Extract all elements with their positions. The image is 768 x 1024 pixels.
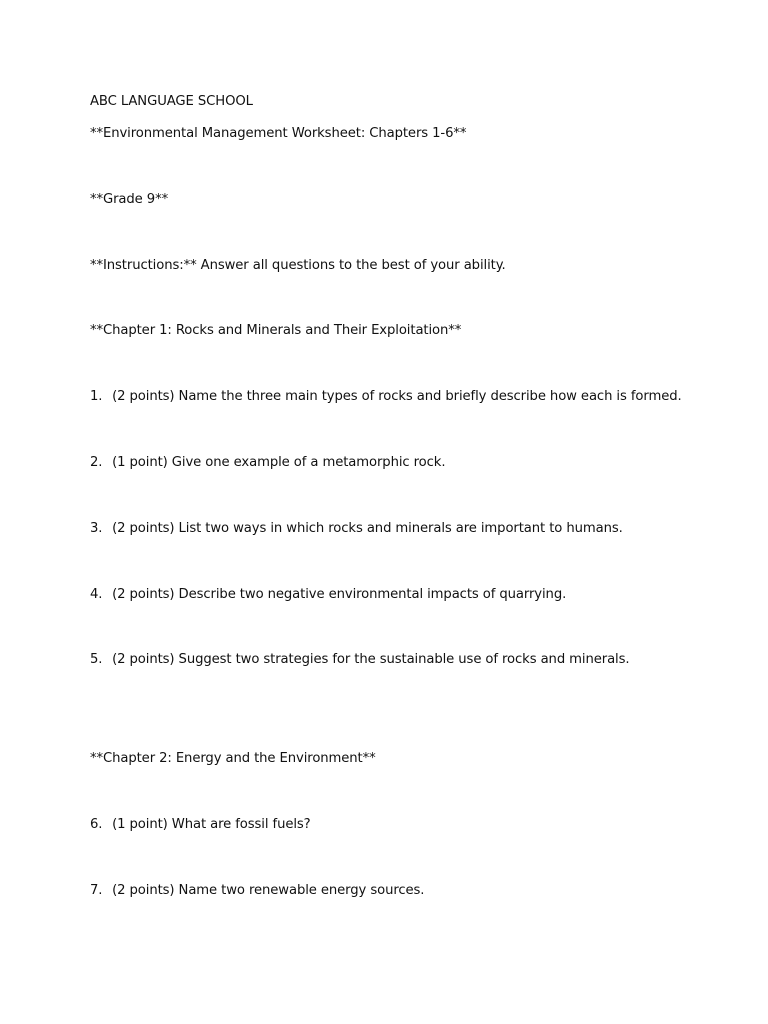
question-text: (2 points) Name the three main types of rocks and briefly describe how each is formed. bbox=[112, 389, 682, 404]
question-number: 7. bbox=[90, 883, 103, 898]
question-text: (1 point) Give one example of a metamorphic rock. bbox=[112, 455, 446, 470]
question-2 bbox=[90, 455, 445, 471]
question-text: (2 points) Suggest two strategies for the sustainable use of rocks and minerals. bbox=[112, 652, 630, 667]
question-number: 2. bbox=[90, 455, 103, 470]
question-number: 6. bbox=[90, 817, 103, 832]
question-number: 3. bbox=[90, 521, 103, 536]
worksheet-title: **Environmental Management Worksheet: Chapters 1-6** bbox=[90, 126, 467, 141]
question-5 bbox=[90, 652, 630, 668]
question-7 bbox=[90, 883, 424, 899]
question-3 bbox=[90, 521, 623, 537]
question-text: (1 point) What are fossil fuels? bbox=[112, 817, 311, 832]
question-number: 1. bbox=[90, 389, 103, 404]
chapter-2-heading: **Chapter 2: Energy and the Environment** bbox=[90, 751, 376, 766]
question-1 bbox=[90, 389, 682, 405]
question-number: 5. bbox=[90, 652, 103, 667]
grade-label: **Grade 9** bbox=[90, 192, 169, 207]
chapter-1-heading: **Chapter 1: Rocks and Minerals and Their Exploitation** bbox=[90, 323, 462, 338]
question-4 bbox=[90, 587, 566, 603]
question-text: (2 points) Name two renewable energy sources. bbox=[112, 883, 425, 898]
question-text: (2 points) List two ways in which rocks and minerals are important to humans. bbox=[112, 521, 623, 536]
school-name: ABC LANGUAGE SCHOOL bbox=[90, 94, 253, 109]
question-6 bbox=[90, 817, 311, 833]
question-number: 4. bbox=[90, 587, 103, 602]
question-text: (2 points) Describe two negative environmental impacts of quarrying. bbox=[112, 587, 567, 602]
instructions-text: **Instructions:** Answer all questions to the best of your ability. bbox=[90, 258, 506, 273]
